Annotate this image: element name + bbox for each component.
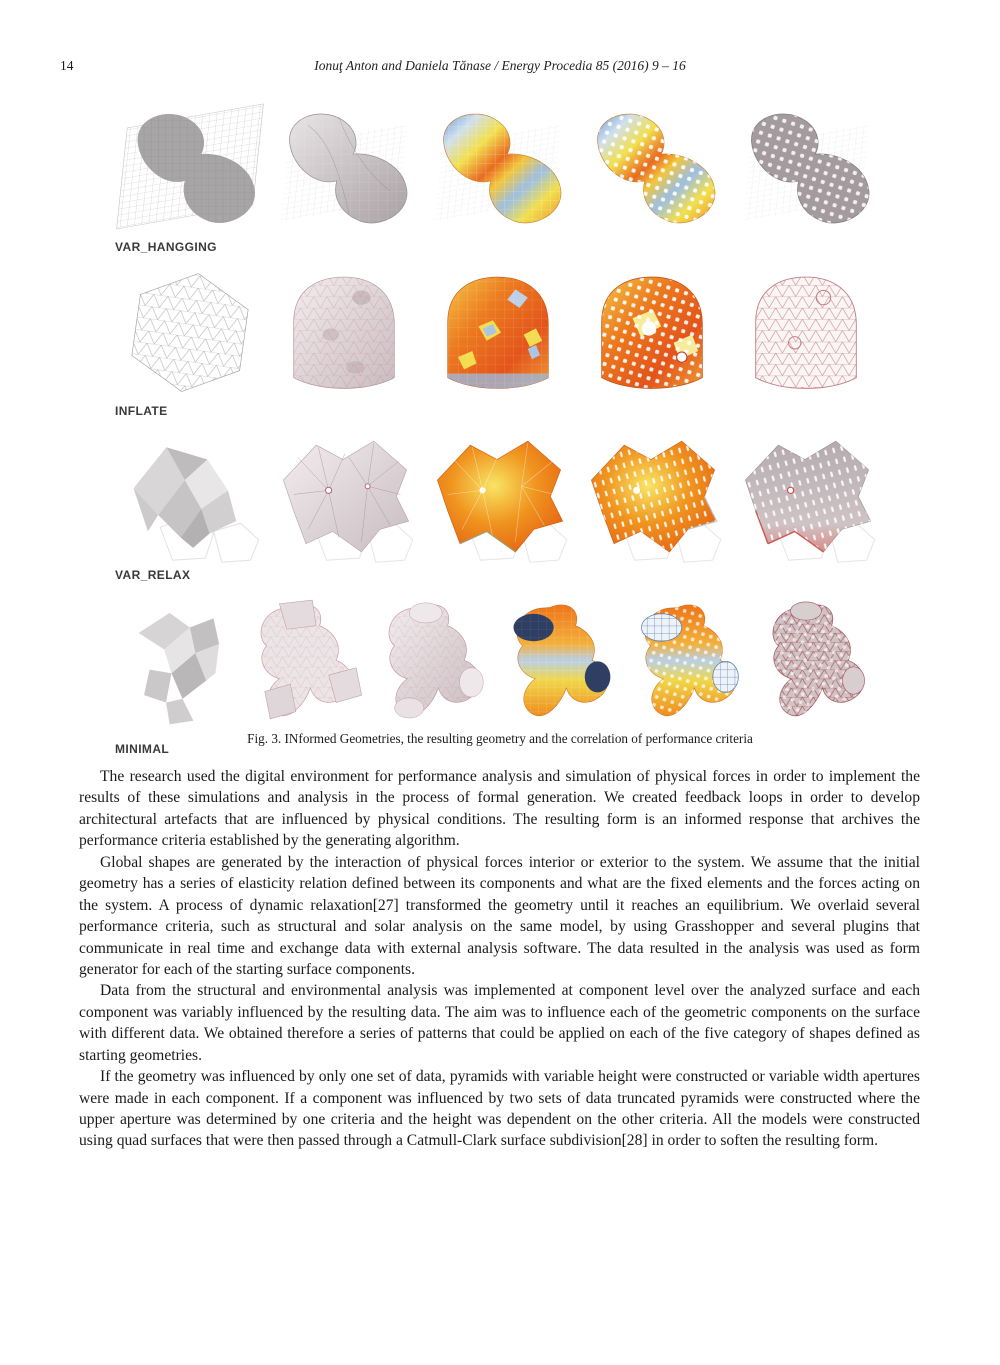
fig-varhangging-perforated-heatmap-image (575, 98, 729, 238)
fig-inflate-heatmap-facets-image (421, 262, 575, 402)
figure-row-images (113, 98, 881, 238)
fig-minimal-smooth-surface-image (369, 590, 497, 740)
fig-varrelax-faceted-image (113, 426, 267, 566)
figure-row-inflate (113, 262, 881, 418)
fig-inflate-heatmap-lattice-image (575, 262, 729, 402)
figure-row-images (113, 590, 881, 740)
figure-row-label-var-relax: VAR_RELAX (115, 568, 191, 582)
figure-3 (113, 98, 881, 764)
paragraph-1: The research used the digital environment for performance analysis and simulation of physical forces in order to implement the results of these simulations and analysis in the process of formal generation. We created feedback loops in order to develop architectural artefacts that are influenced by physical conditions. The resulting form is an informed response that archives the performance criteria established by the generating algorithm. (79, 768, 920, 850)
fig-minimal-boxed-surface-image (241, 590, 369, 740)
fig-minimal-heatmap-navy-caps-image (497, 590, 625, 740)
body-text (79, 766, 920, 1152)
page-number: 14 (60, 58, 74, 73)
fig-inflate-pillow-surface-image (267, 262, 421, 402)
fig-varrelax-perforated-heatmap-image (575, 426, 729, 566)
fig-varrelax-relaxed-surface-image (267, 426, 421, 566)
fig-minimal-heatmap-wire-caps-image (625, 590, 753, 740)
fig-minimal-faceted-image (113, 590, 241, 740)
page-header (0, 58, 1000, 78)
fig-varhangging-lattice-image (729, 98, 883, 238)
paragraph-4: If the geometry was influenced by only one set of data, pyramids with variable height were constructed or variable width apertures were made in each component. If a component was influenced by two sets of data truncated pyramids were constructed where the upper aperture was determined by one criteria and the height was dependent on the other criteria. All the models were constructed using quad surfaces that were then passed through a Catmull-Clark surface subdivision[28] in order to soften the resulting form. (79, 1068, 920, 1150)
figure-row-images (113, 426, 881, 566)
paragraph-3: Data from the structural and environmental analysis was implemented at component level over the analyzed surface and each component was variably influenced by the resulting data. The aim was to influence each of the geometric components on the surface with different data. We obtained therefore a series of patterns that could be applied on each of the five category of shapes defined as starting geometries. (79, 982, 920, 1064)
figure-row-var-hangging (113, 98, 881, 254)
fig-minimal-wireframe-image (753, 590, 881, 740)
figure-caption: Fig. 3. INformed Geometries, the resulting geometry and the correlation of performance criteria (247, 731, 753, 746)
figure-row-label-minimal: MINIMAL (115, 742, 170, 756)
fig-varrelax-gray-perforated-image (729, 426, 883, 566)
fig-varhangging-grid-plan-image (113, 98, 267, 238)
figure-row-var-relax (113, 426, 881, 582)
fig-varrelax-heatmap-surface-image (421, 426, 575, 566)
figure-row-label-var-hangging: VAR_HANGGING (115, 240, 217, 254)
running-header: Ionuţ Anton and Daniela Tănase / Energy Procedia 85 (2016) 9 – 16 (314, 58, 686, 73)
figure-row-images (113, 262, 881, 402)
fig-varhangging-smooth-surface-image (267, 98, 421, 238)
fig-varhangging-heatmap-surface-image (421, 98, 575, 238)
figure-row-label-inflate: INFLATE (115, 404, 168, 418)
paragraph-2: Global shapes are generated by the interaction of physical forces interior or exterior to the system. We assume that the initial geometry has a series of elasticity relation defined between its components and what are the fixed elements and the forces acting on the system. A process of dynamic relaxation[27] transformed the geometry until it reaches an equilibrium. We overlaid several performance criteria, such as structural and solar analysis on the same model, by using Grasshopper and several plugins that communicate in real time and exchange data with external analysis software. The data resulted in the analysis was used as form generator for each of the starting surface components. (79, 853, 920, 978)
fig-inflate-hex-mesh-image (113, 262, 267, 402)
fig-inflate-wireframe-image (729, 262, 883, 402)
